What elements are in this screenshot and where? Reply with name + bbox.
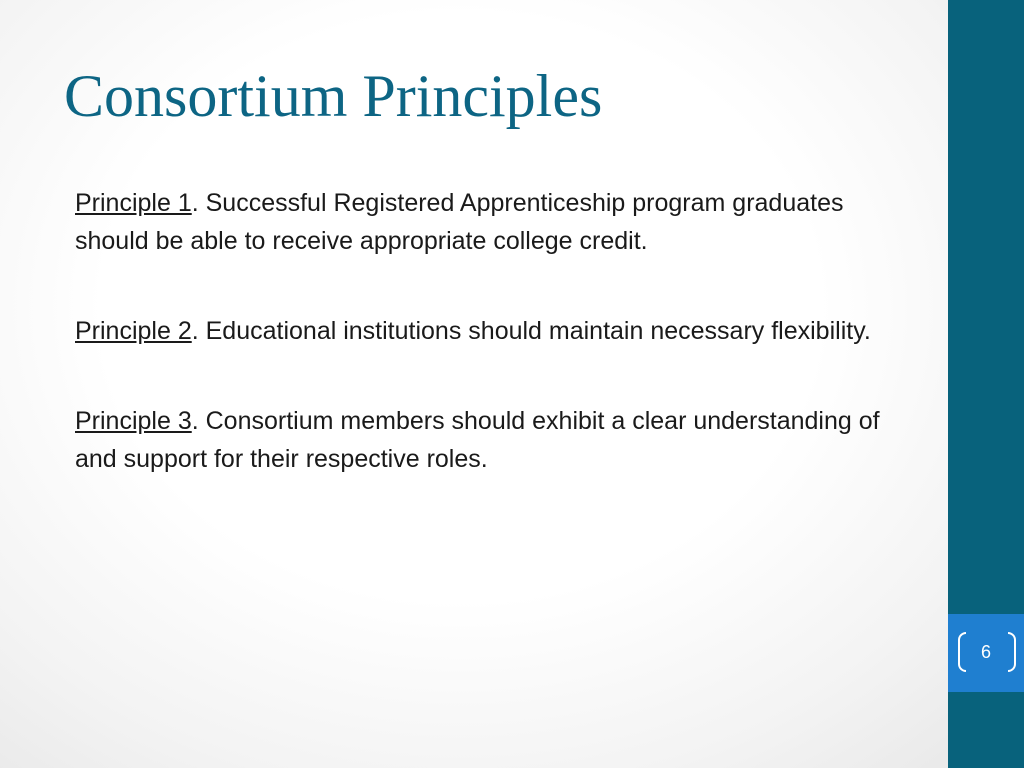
principle-1 [75,184,915,260]
slide-content [75,184,915,530]
principle-2 [75,312,915,350]
principle-3-label: Principle 3 [75,407,192,435]
slide-title: Consortium Principles [64,63,603,129]
principle-1-text: . Successful Registered Apprenticeship program graduates should be able to receive appropriate college credit. [75,189,844,255]
principle-3-text: . Consortium members should exhibit a clear understanding of and support for their respective roles. [75,407,880,473]
principle-3 [75,402,915,478]
principle-2-label: Principle 2 [75,317,192,345]
page-number-box [948,614,1024,692]
principle-2-text: . Educational institutions should maintain necessary flexibility. [191,317,871,345]
principle-1-label: Principle 1 [75,189,192,217]
page-number: 6 [980,642,991,662]
